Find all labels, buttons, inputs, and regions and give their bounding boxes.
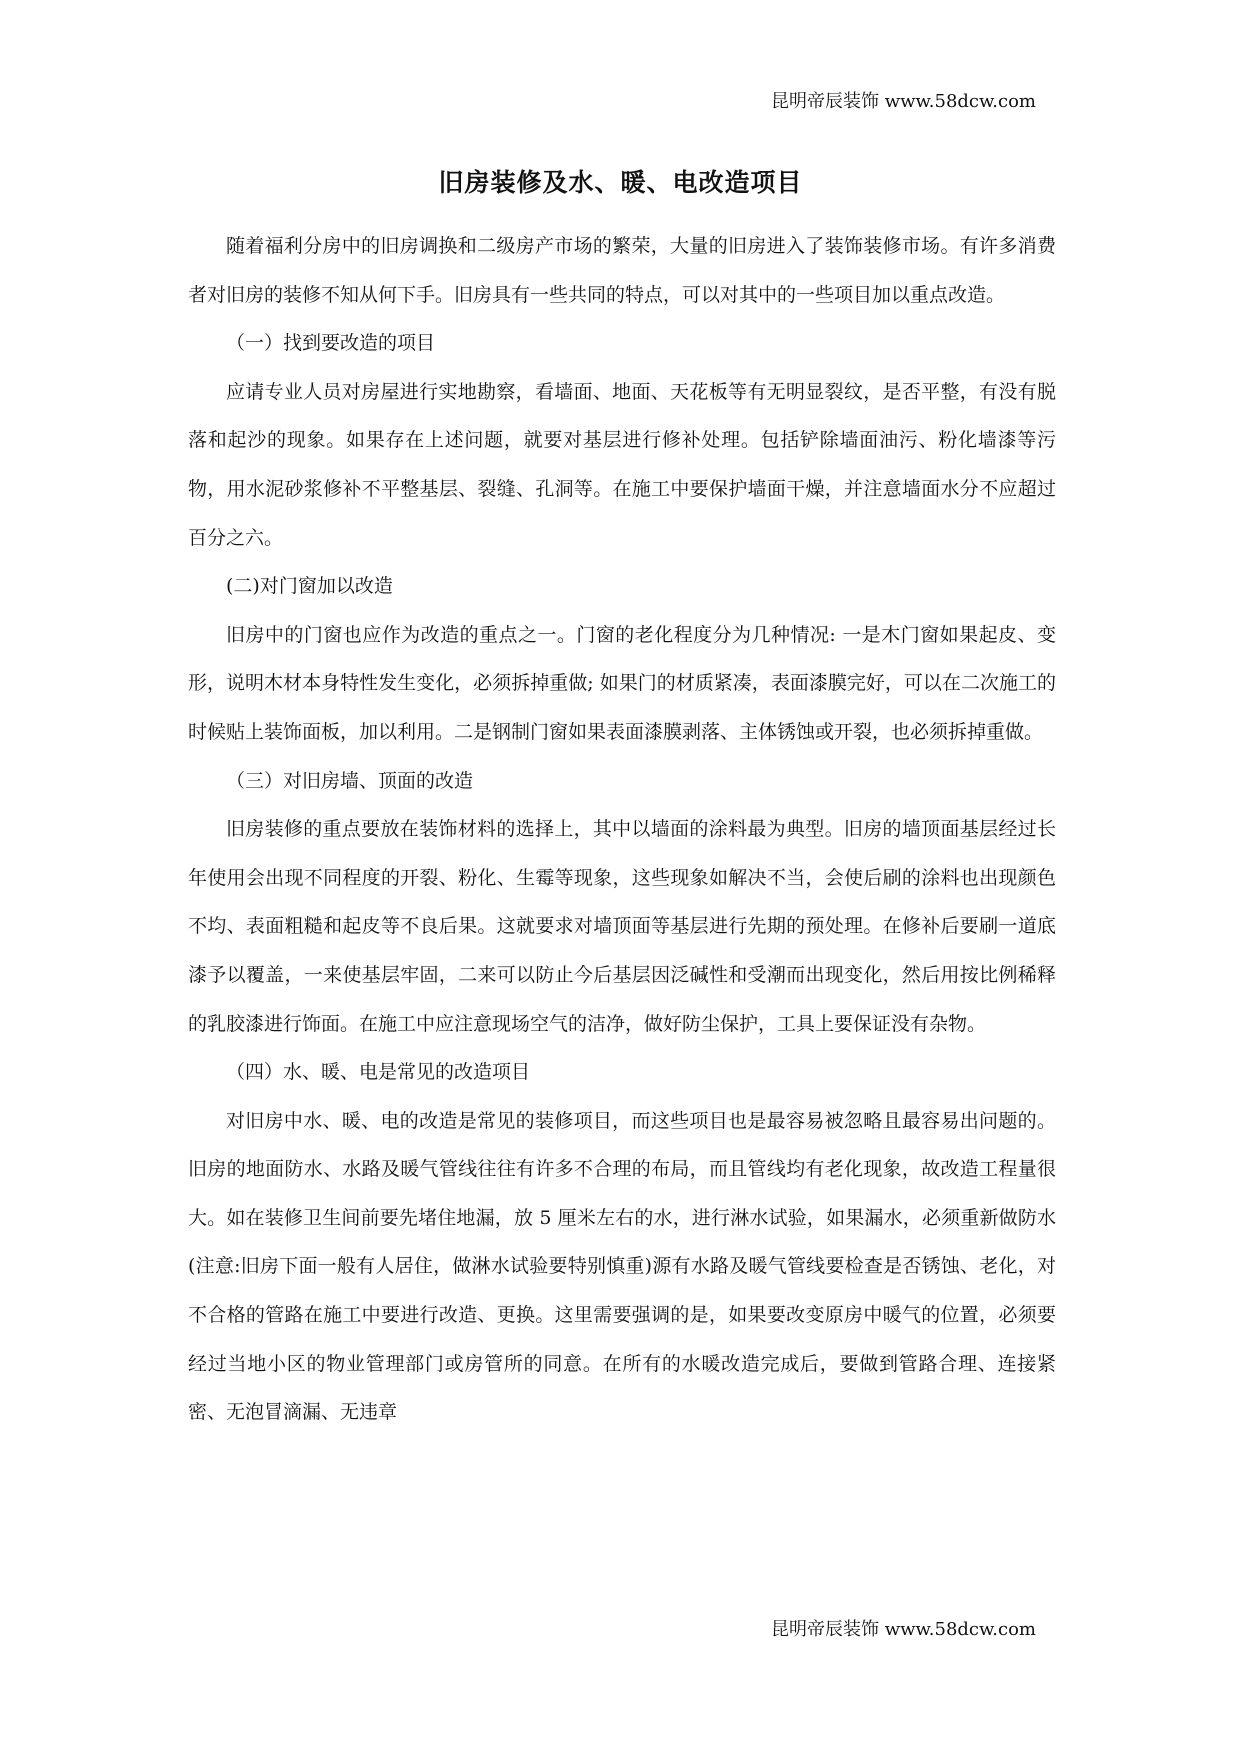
section-paragraph-4: 对旧房中水、暖、电的改造是常见的装修项目，而这些项目也是最容易被忽略且最容易出问题的。旧房的地面防水、水路及暖气管线往往有许多不合理的布局，而且管线均有老化现象，故改造工程量很大。如在装修卫生间前要先堵住地漏，放 5 厘米左右的水，进行淋水试验，如果漏水，必须重新做防水(注意:旧房下面一般有人居住，做淋水试验要特别慎重)源有水路及暖气管线要检查是否锈蚀、老化，对不合格的管路在施工中要进行改造、更换。这里需要强调的是，如果要改变原房中暖气的位置，必须要经过当地小区的物业管理部门或房管所的同意。在所有的水暖改造完成后，要做到管路合理、连接紧密、无泡冒滴漏、无违章 bbox=[188, 1109, 1056, 1424]
section-heading-2: (二)对门窗加以改造 bbox=[226, 575, 393, 598]
section-heading-3: （三）对旧房墙、顶面的改造 bbox=[226, 769, 474, 792]
page-footer: 昆明帝辰装饰 www.58dcw.com bbox=[770, 1619, 1036, 1640]
document-body bbox=[188, 222, 1056, 1437]
section-heading-4: （四）水、暖、电是常见的改造项目 bbox=[226, 1061, 531, 1084]
section-paragraph-3: 旧房装修的重点要放在装饰材料的选择上，其中以墙面的涂料最为典型。旧房的墙顶面基层经过长年使用会出现不同程度的开裂、粉化、生霉等现象，这些现象如解决不当，会使后刷的涂料也出现颜色不均、表面粗糙和起皮等不良后果。这就要求对墙顶面等基层进行先期的预处理。在修补后要刷一道底漆予以覆盖，一来使基层牢固，二来可以防止今后基层因泛碱性和受潮而出现变化，然后用按比例稀释的乳胶漆进行饰面。在施工中应注意现场空气的洁净，做好防尘保护，工具上要保证没有杂物。 bbox=[188, 818, 1056, 1035]
intro-paragraph: 随着福利分房中的旧房调换和二级房产市场的繁荣，大量的旧房进入了装饰装修市场。有许多消费者对旧房的装修不知从何下手。旧房具有一些共同的特点，可以对其中的一些项目加以重点改造。 bbox=[188, 235, 1056, 306]
section-heading-1: （一）找到要改造的项目 bbox=[226, 332, 436, 355]
document-title: 旧房装修及水、暖、电改造项目 bbox=[438, 168, 803, 197]
section-paragraph-1: 应请专业人员对房屋进行实地勘察，看墙面、地面、天花板等有无明显裂纹，是否平整，有没有脱落和起沙的现象。如果存在上述问题，就要对基层进行修补处理。包括铲除墙面油污、粉化墙漆等污物，用水泥砂浆修补不平整基层、裂缝、孔洞等。在施工中要保护墙面干燥，并注意墙面水分不应超过百分之六。 bbox=[188, 380, 1056, 549]
page-header: 昆明帝辰装饰 www.58dcw.com bbox=[770, 91, 1036, 112]
section-paragraph-2: 旧房中的门窗也应作为改造的重点之一。门窗的老化程度分为几种情况: 一是木门窗如果起皮、变形，说明木材本身特性发生变化，必须拆掉重做; 如果门的材质紧凑，表面漆膜完好，可以在二次施工的时候贴上装饰面板，加以利用。二是钢制门窗如果表面漆膜剥落、主体锈蚀或开裂，也必须拆掉重做。 bbox=[188, 623, 1056, 743]
